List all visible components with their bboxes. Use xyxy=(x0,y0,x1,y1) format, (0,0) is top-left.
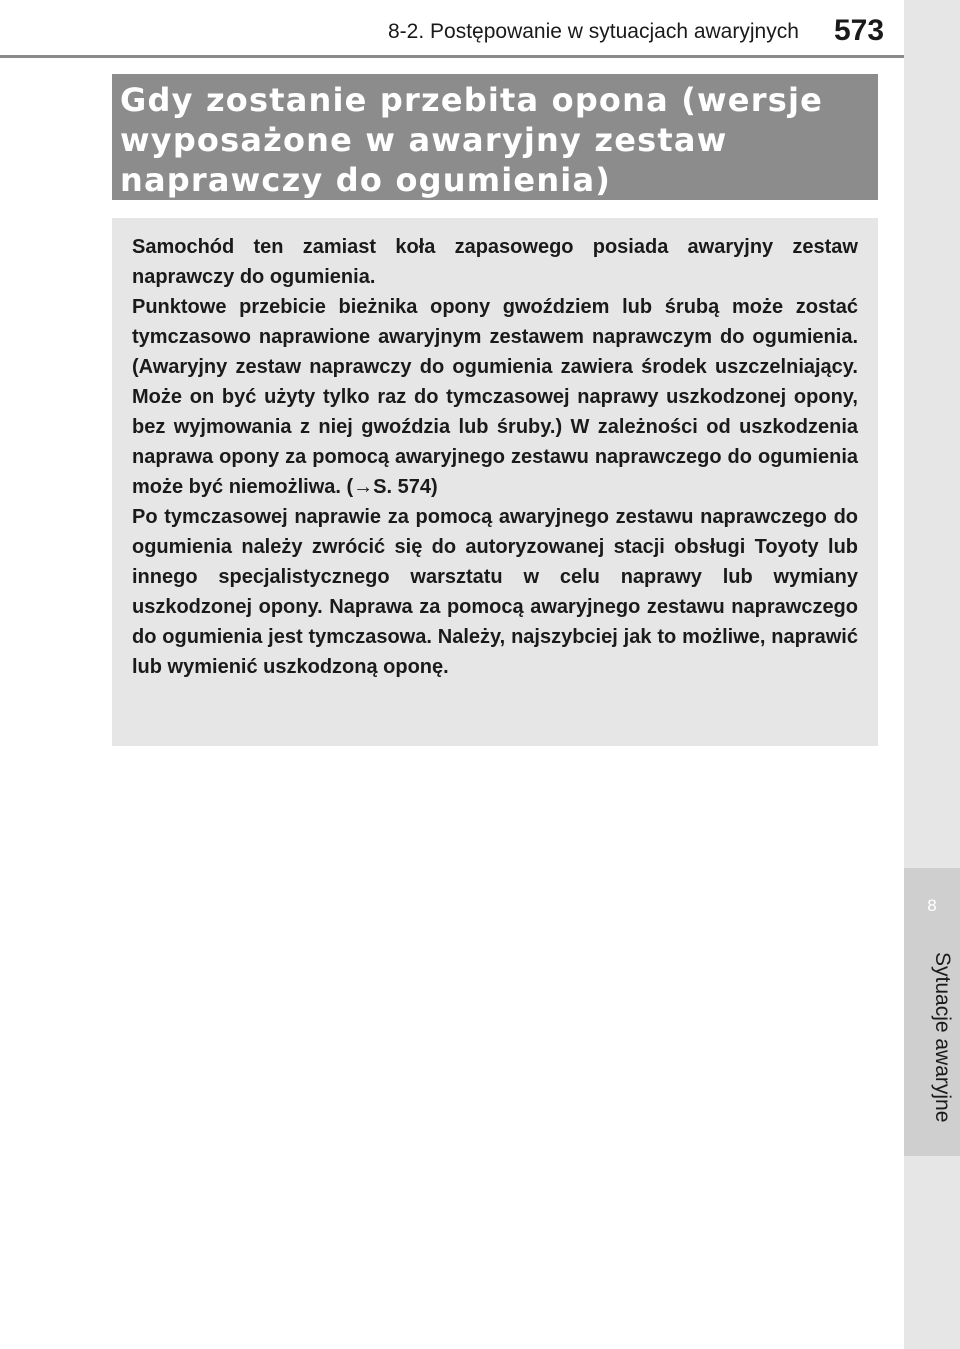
chapter-label: Sytuacje awaryjne xyxy=(931,952,954,1123)
paragraph-repair xyxy=(132,292,858,502)
page-header xyxy=(0,0,904,56)
chapter-number: 8 xyxy=(927,896,937,915)
title-banner xyxy=(112,74,878,200)
cross-reference-link[interactable]: S. 574 xyxy=(373,476,431,498)
section-title: 8-2. Postępowanie w sytuacjach awaryjnych xyxy=(388,20,799,43)
paragraph-intro: Samochód ten zamiast koła zapasowego posiada awaryjny zestaw naprawczy do ogumienia. xyxy=(132,236,858,288)
paragraph-after-repair: Po tymczasowej naprawie za pomocą awaryjnego zestawu naprawczego do ogumienia należy zwrócić się do autoryzowanej stacji obsługi Toyoty lub innego specjalistycznego warsztatu w celu naprawy lub wymiany uszkodzonej opony. Naprawa za pomocą awaryjnego zestawu naprawczego do ogumienia jest tymczasowa. Należy, najszybciej jak to możliwe, naprawić lub wymienić uszkodzoną oponę. xyxy=(132,506,858,678)
page-number: 573 xyxy=(834,14,885,47)
paragraph-repair-close: ) xyxy=(431,476,438,498)
body-box xyxy=(112,218,878,746)
paragraph-repair-text: Punktowe przebicie bieżnika opony gwoździem lub śrubą może zostać tymczasowo naprawione awaryjnym zestawem naprawczym do ogumienia. (Awaryjny zestaw naprawczy do ogumienia zawiera środek uszczelniający. Może on być użyty tylko raz do tymczasowej naprawy uszkodzonej opony, bez wyjmowania z niej gwoździa lub śruby.) W zależności od uszkodzenia naprawa opony za pomocą awaryjnego zestawu naprawczego do ogumienia może być niemożliwa. ( xyxy=(132,296,858,498)
header-divider xyxy=(0,55,904,58)
chapter-tab xyxy=(904,868,960,1156)
cross-reference-arrow-icon: → xyxy=(353,476,374,498)
page-title: Gdy zostanie przebita opona (wersje wyposażone w awaryjny zestaw naprawczy do ogumienia) xyxy=(120,81,824,199)
